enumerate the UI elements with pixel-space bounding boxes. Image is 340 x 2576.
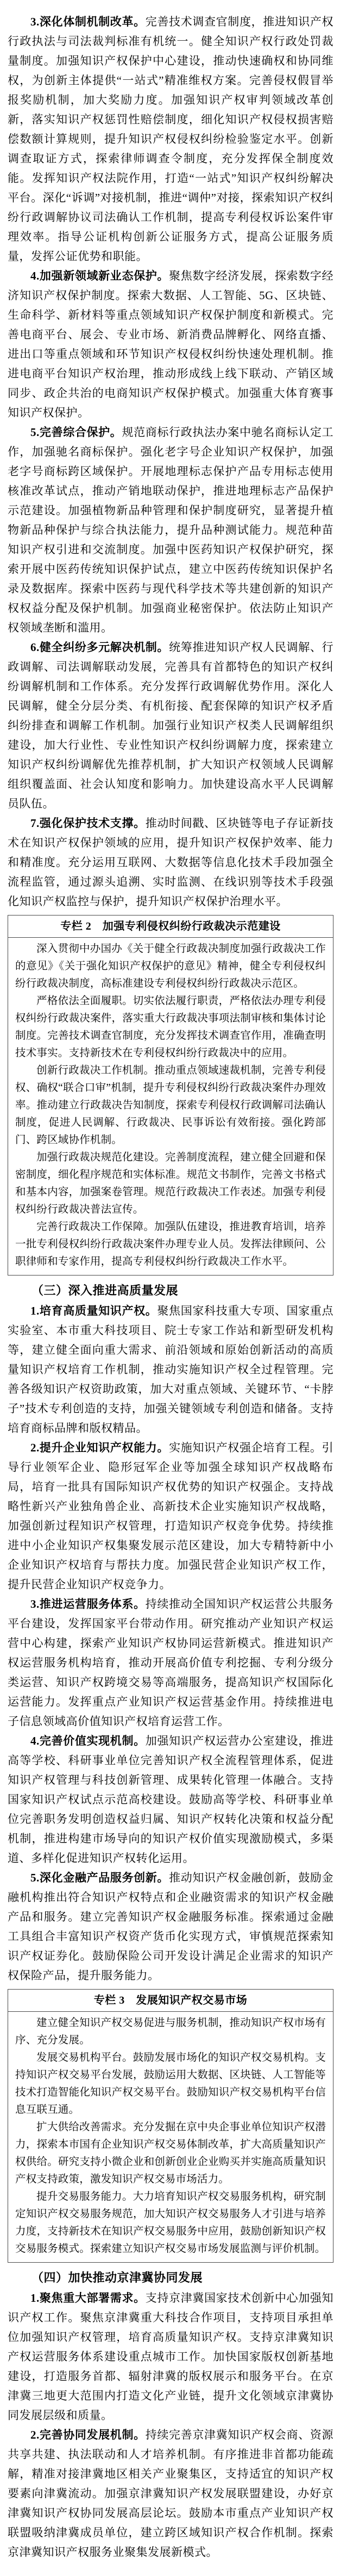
para-text: 持续完善京津冀知识产权会商、资源共享共建、执法联动和人才培养机制。有序推进非首都功能疏解，精准对接津冀地区相关产业聚集区，支持适宜的知识产权要素向津冀流动。加强京津冀知识产权发展联盟建设，办好京津冀知识产权协同发展高层论坛。鼓励本市重点产业知识产权联盟吸纳津冀成员单位，建立跨区域知识产权合作机制。探索京津冀知识产权服务业聚集发展新模式。: [8, 2428, 333, 2559]
para-lead: 4.完善价值实现机制。: [30, 1734, 146, 1747]
column-3-title: 专栏 3 发展知识产权交易市场: [8, 1990, 333, 2012]
para-lead: 2.提升企业知识产权能力。: [30, 1441, 169, 1454]
para-text: 实施知识产权强企培育工程。引导行业领军企业、隐形冠军企业等加强全球知识产权战略布局，培育一批具有国际知识产权优势的知识产权强企。支持战略性新兴产业独角兽企业、高新技术企业实施知识产权战略，加强创新过程知识产权管理，打造知识产权竞争优势。持续推进中小企业知识产权集聚发展示范区建设，加大专精特新中小企业知识产权培育与帮扶力度。加强民营企业知识产权工作，提升民营企业知识产权竞争力。: [8, 1441, 334, 1591]
para-text: 统筹推进知识产权人民调解、行政调解、司法调解联动发展，完善具有首都特色的知识产权纠纷调解机制和工作体系。充分发挥行政调解优势作用。深化人民调解，健全分层分类、有机衔接、配套保障的知识产权矛盾纠纷排查和调解工作机制。加强行业知识产权类人民调解组织建设，加大行业性、专业性知识产权纠纷调解力度，探索建立知识产权纠纷调解优先推荐机制，扩大知识产权领域人民调解组织覆盖面、社会认知度和影响力。加快建设高水平人民调解员队伍。: [8, 641, 334, 810]
para-dispute-resolution: [8, 637, 333, 813]
para-text: 聚焦数字经济发展，探索数字经济知识产权保护制度。探索大数据、人工智能、5G、区块链、生命科学、新材料等重点领域知识产权保护制度和新模式。完善电商平台、展会、专业市场、新消费品牌孵化、网络直播、进出口等重点领域和环节知识产权侵权纠纷快速处理机制。推进电商平台知识产权治理，推动形成线上线下联动、产销区域同步、政企共治的电商知识产权保护模式。加强重大体育赛事知识产权保护。: [8, 269, 334, 419]
para-deepen-reform: [8, 12, 333, 266]
para-hq-enterprise: [8, 1438, 333, 1594]
section-heading-jingjinji: （四）加快推动京津冀协同发展: [32, 2271, 203, 2284]
para-text: 规范商标行政执法办案中驰名商标认定工作，加强驰名商标保护。强化老字号企业知识产权保护，加强老字号商标跨区域保护。开展地理标志保护产品专用标志使用核准改革试点，推动产销地联动保护，推进地理标志产品保护示范建设。加强植物新品种管理和保护制度研究，显著提升植物新品种保护与综合执法能力，提升品种测试能力。规范种苗知识产权引进和交流制度。加强中医药知识产权保护研究，探索开展中医药传统知识保护试点，建立中医药传统知识保护名录及数据库。探索中医药与现代科学技术等共建创新的知识产权权益分配及保护机制。加强商业秘密保护。依法防止知识产权领域垄断和滥用。: [8, 426, 334, 634]
para-hq-value-realization: [8, 1731, 333, 1868]
column-2-title: 专栏 2 加强专利侵权纠纷行政裁决示范建设: [8, 916, 333, 938]
para-comprehensive-protection: [8, 422, 333, 637]
column-2-para: 加强行政裁决规范化建设。完善制度流程，建立健全回避和保密制度，细化程序规范和实体标准。规范文书制作，完善文书格式和基本内容，加强案卷管理。规范行政裁决工作表述。加强专利侵权纠纷行政裁决普法宣传。: [15, 1152, 326, 1215]
para-hq-cultivate: [8, 1301, 333, 1438]
para-text: 聚焦国家科技重大专项、国家重点实验室、本市重大科技项目、院士专家工作站和新型研发机构等，建立健全面向重大需求、前沿领域和原始创新活动的高质量知识产权培育工作机制，推动实施知识产权全过程管理。完善各级知识产权资助政策，加大对重点领域、关键环节、“卡脖子”技术专利创造的支持，加强关键领域专利创造和储备。支持培育商标品牌和版权精品。: [8, 1304, 334, 1435]
para-text: 加强知识产权运营办公室建设，推进高等学校、科研事业单位完善知识产权全流程管理体系，促进知识产权管理与科技创新管理、成果转化管理一体融合。支持国家知识产权试点示范高校建设。鼓励高等学校、科研事业单位完善职务发明创造权益归属、知识产权转化决策和权益分配机制，推进构建市场导向的知识产权价值实现激励模式，多渠道、多样化促进知识产权转化运用。: [8, 1734, 333, 1865]
section-heading-high-quality: （三）深入推进高质量发展: [32, 1284, 179, 1297]
para-hq-finance-innovation: [8, 1868, 333, 1985]
para-lead: 4.加强新领域新业态保护。: [30, 269, 169, 282]
column-3-para: 建立健全知识产权交易促进与服务机制，推动知识产权市场有序、充分发展。: [15, 2017, 326, 2046]
column-3-para: 发展交易机构平台。鼓励发展市场化的知识产权交易机构。支持知识产权交易平台发展，鼓励运用大数据、区块链、人工智能等技术打造智能化知识产权交易平台。鼓励知识产权交易机构平台信息互联互通。: [15, 2052, 326, 2116]
para-hq-operation-system: [8, 1594, 333, 1731]
para-lead: 1.聚焦重大部署需求。: [30, 2291, 146, 2304]
para-lead: 1.培育高质量知识产权。: [30, 1304, 158, 1317]
para-lead: 5.完善综合保护。: [30, 426, 122, 439]
column-3-para: 扩大供给改善需求。充分发掘在京中央企事业单位知识产权潜力，探索本市国有企业知识产权交易体制改革，扩大高质量知识产权供给。研究支持小微企业和创新创业企业购买并实施高质量知识产权支持政策，激发知识产权交易市场活力。: [15, 2122, 326, 2185]
para-lead: 3.深化体制机制改革。: [30, 15, 146, 28]
column-2-body: [8, 938, 333, 1275]
para-text: 推动时间戳、区块链等电子存证新技术在知识产权保护领域的应用，提升知识产权保护效率、能力和精准度。充分运用互联网、大数据等信息化技术手段加强全流程监管，通过源头追溯、实时监测、在线识别等技术手段强化知识产权监控与保护，提升知识产权保护治理水平。: [8, 817, 333, 908]
para-lead: 6.健全纠纷多元解决机制。: [30, 641, 169, 654]
column-2-para: 创新行政裁决工作机制。推动重点领域速裁机制，完善专利侵权、确权“联合口审”机制，提升专利侵权纠纷行政裁决案件办理效率。推动建立行政裁决告知制度，探索专利侵权行政调解司法确认制度，促进人民调解、行政裁决、民事诉讼有效衔接。强化跨部门、跨区域协作机制。: [15, 1065, 326, 1146]
column-2-para: 完善行政裁决工作保障。加强队伍建设，推进教育培训，培养一批专利侵权纠纷行政裁决案件办理专业人员。发挥法律顾问、公职律师和专家作用，提高专利侵权纠纷行政裁决工作水平。: [15, 1221, 326, 1267]
para-jjj-deployment: [8, 2288, 333, 2425]
column-3-box: [8, 1989, 333, 2263]
para-lead: 2.完善协同发展机制。: [30, 2428, 146, 2441]
column-3-para: 提升交易服务能力。大力培育知识产权交易服务机构，研究制定知识产权交易服务规范，加大知识产权交易服务人才引进与培养力度，支持新技术在知识产权交易服务中应用，鼓励创新知识产权交易服务模式。探索建立知识产权交易市场发展监测与评价机制。: [15, 2191, 326, 2255]
column-2-para: 严格依法全面履职。切实依法履行职责，严格依法办理专利侵权纠纷行政裁决案件，落实重大行政裁决事项法制审核和集体讨论制度。完善技术调查官制度，充分发挥技术调查官作用，准确查明技术事实。支持新技术在专利侵权纠纷行政裁决中的应用。: [15, 995, 326, 1059]
para-lead: 3.推进运营服务体系。: [30, 1598, 146, 1611]
para-jjj-mechanism: [8, 2425, 333, 2562]
para-tech-support: [8, 813, 333, 911]
para-new-fields-protection: [8, 266, 333, 422]
para-text: 支持京津冀国家技术创新中心加强知识产权工作。聚焦京津冀重大科技合作项目，支持项目承担单位加强知识产权管理，培育高质量知识产权。支持京津冀知识产权运营服务体系建设重点城市工作。加快国家版权创新基地建设，打造服务首都、辐射津冀的版权展示和服务平台。在京津冀三地更大范围内打造文化产业链，提升文化领域京津冀协同发展层级和质量。: [8, 2291, 333, 2422]
column-3-body: [8, 2012, 333, 2262]
para-text: 持续推动全国知识产权运营公共服务平台建设，发挥国家平台带动作用。研究推动产业知识产权运营中心构建，探索产业知识产权协同运营新模式。推进知识产权运营服务机构培育，推动开展高价值专利挖掘、专利分级分类运营、知识产权跨境交易等高端服务，提高知识产权国际化运营能力。发挥重点产业知识产权运营基金作用。持续推进电子信息领域高价值知识产权培育运营工作。: [8, 1598, 333, 1728]
para-text: 完善技术调查官制度，推进知识产权行政执法与司法裁判标准有机统一。健全知识产权行政处罚裁量制度。加强知识产权保护中心建设，推动快速确权和协同维权，为创新主体提供“一站式”精准维权方案。完善侵权假冒举报奖励机制，加大奖励力度。加强知识产权审判领域改革创新，落实知识产权惩罚性赔偿制度，细化知识产权侵权损害赔偿数额计算规则，提升知识产权侵权纠纷检验鉴定水平。创新调查取证方式，探索律师调查令制度，充分发挥保全制度效能。发挥知识产权法院作用，打造“一站式”知识产权纠纷解决平台。深化“诉调”对接机制，推进“调仲”对接，探索知识产权纠纷行政调解协议司法确认工作机制，提高专利侵权诉讼案件审理效率。指导公证机构创新公证服务方式，提高公证服务质量，发挥公证优势和职能。: [8, 15, 333, 263]
para-text: 推动知识产权金融创新，鼓励金融机构推出符合知识产权特点和企业融资需求的知识产权金融产品和服务。建立完善知识产权金融服务标准。探索通过金融工具组合丰富知识产权资产货币化实现方式，审慎规范探索知识产权证券化。鼓励保险公司开发设计满足企业需求的知识产权保险产品，提升服务能力。: [8, 1871, 334, 1982]
column-2-box: [8, 915, 333, 1276]
column-2-para: 深入贯彻中办国办《关于健全行政裁决制度加强行政裁决工作的意见》《关于强化知识产权保护的意见》精神，健全专利侵权纠纷行政裁决制度，高标准建设专利侵权纠纷行政裁决示范区。: [15, 943, 326, 989]
para-lead: 7.强化保护技术支撑。: [30, 817, 146, 830]
para-lead: 5.深化金融产品服务创新。: [30, 1871, 169, 1884]
